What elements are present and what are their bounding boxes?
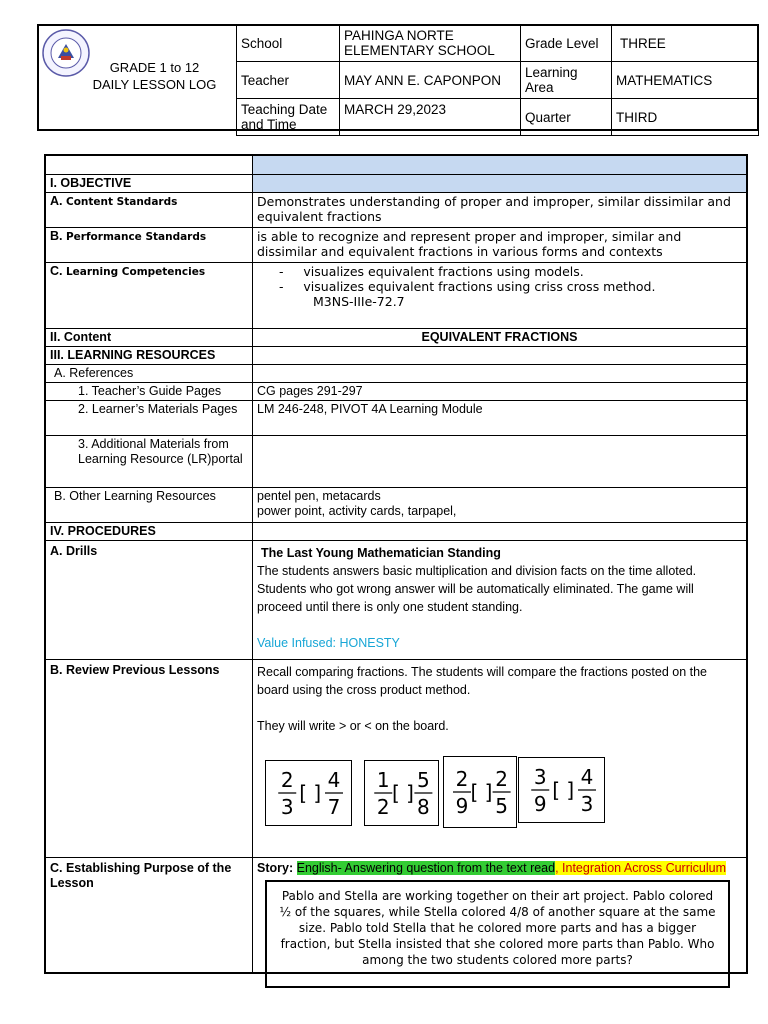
denominator-right: 5 [495,794,508,818]
story-tag-english: English- Answering question from the text read [296,860,556,875]
content-standards-letter: A. [50,193,63,208]
denominator-right: 3 [580,792,594,816]
deped-seal-icon [41,28,91,78]
competencies-text: Learning Competencies [65,265,206,278]
drills-cell [253,540,748,659]
competency-item-2: - visualizes equivalent fractions using criss cross method. [279,278,656,294]
grade-label: Grade Level [521,25,612,62]
blank-cell [45,155,253,174]
drills-title: The Last Young Mathematician Standing [261,545,501,560]
review-label: B. Review Previous Lessons [45,659,253,857]
blue-header-cell-2 [253,174,748,192]
date-label: Teaching Date and Time [237,99,340,136]
fraction-box-4 [518,757,605,823]
comparison-bracket: [ ] [552,778,575,802]
performance-standards-letter: B. [50,228,63,243]
school-value: PAHINGA NORTE ELEMENTARY SCHOOL [340,25,521,62]
header-info-table [236,24,759,136]
comparison-bracket: [ ] [470,780,493,804]
lm-value: LM 246-248, PIVOT 4A Learning Module [253,400,748,435]
other-resources-value [253,487,748,522]
content-value: EQUIVALENT FRACTIONS [253,328,748,346]
other-resources-line-2: power point, activity cards, tarpapel, [257,503,457,518]
story-label: Story: [257,860,294,875]
denominator-left: 9 [455,794,469,818]
grade-title: GRADE 1 to 12 [109,60,200,75]
denominator-left: 9 [533,792,547,816]
content-standards-text: Content Standards [65,195,178,208]
performance-standards-text: Performance Standards [65,230,207,243]
denominator-right: 7 [327,795,341,819]
quarter-label: Quarter [521,99,612,136]
story-box [265,880,730,988]
numerator-right: 2 [495,767,508,791]
blue-header-cell [253,155,748,174]
objective-heading: I. OBJECTIVE [45,174,253,192]
lr-label: 3. Additional Materials from Learning Resource (LR)portal [45,435,253,487]
other-resources-line-1: pentel pen, metacards [257,488,381,503]
purpose-label: C. Establishing Purpose of the Lesson [45,857,253,973]
quarter-value: THIRD [612,99,759,136]
denominator-left: 2 [376,795,390,819]
comparison-bracket: [ ] [391,781,414,805]
numerator-right: 4 [580,765,594,789]
numerator-left: 3 [533,765,547,789]
lesson-table [44,154,748,974]
dll-title: DAILY LESSON LOG [92,77,217,92]
empty-cell [253,364,748,382]
fraction-box-2 [364,760,439,826]
denominator-right: 8 [417,795,430,819]
area-value: MATHEMATICS [612,62,759,99]
numerator-left: 2 [280,768,294,792]
area-label: Learning Area [521,62,612,99]
performance-standards-value: is able to recognize and represent proper and improper, similar and dissimilar and equivalent fractions in various forms and contexts [253,227,748,262]
competency-code: M3NS-IIIe-72.7 [313,293,405,309]
teacher-label: Teacher [237,62,340,99]
performance-standards-label [45,227,253,262]
review-text-1: Recall comparing fractions. The students will compare the fractions posted on the board using the cross product method. [257,664,707,697]
content-standards-value: Demonstrates understanding of proper and improper, similar dissimilar and equivalent fractions [253,192,748,227]
story-tag-integration: , Integration Across Curriculum [555,860,726,875]
story-text: Pablo and Stella are working together on their art project. Pablo colored ½ of the squares, while Stella colored 4/8 of another square at the same size. Pablo told Stella that he colored more parts and has a bigger fraction, but Stella insisted that she colored more parts than Pablo. Who among the two students colored more parts? [279,889,716,967]
drills-text: The students answers basic multiplication and division facts on the time alloted. Students who got wrong answer will be automatically eliminated. The game will proceed until there is only one student standing. [257,563,697,614]
competencies-label [45,262,253,328]
denominator-left: 3 [280,795,294,819]
drills-label: A. Drills [45,540,253,659]
content-heading: II. Content [45,328,253,346]
numerator-right: 5 [417,768,430,792]
value-infused: Value Infused: HONESTY [257,635,400,650]
empty-cell [253,346,748,364]
lm-label: 2. Learner’s Materials Pages [45,400,253,435]
fraction-box-3 [443,756,517,828]
fraction-box-1 [265,760,352,826]
competencies-letter: C. [50,263,63,278]
comparison-bracket: [ ] [299,781,322,805]
numerator-right: 4 [327,768,341,792]
other-resources-label: B. Other Learning Resources [45,487,253,522]
tg-label: 1. Teacher’s Guide Pages [45,382,253,400]
content-standards-label [45,192,253,227]
numerator-left: 1 [376,768,390,792]
grade-value: THREE [612,25,759,62]
date-value: MARCH 29,2023 [340,99,521,136]
procedures-heading: IV. PROCEDURES [45,522,253,540]
competency-item-1: - visualizes equivalent fractions using models. [279,263,584,279]
review-text-2: They will write > or < on the board. [257,718,449,733]
empty-cell [253,522,748,540]
competencies-value [253,262,748,328]
teacher-value: MAY ANN E. CAPONPON [340,62,521,99]
school-label: School [237,25,340,62]
empty-cell [253,435,748,487]
numerator-left: 2 [455,767,469,791]
tg-value: CG pages 291-297 [253,382,748,400]
references-label: A. References [45,364,253,382]
resources-heading: III. LEARNING RESOURCES [45,346,253,364]
